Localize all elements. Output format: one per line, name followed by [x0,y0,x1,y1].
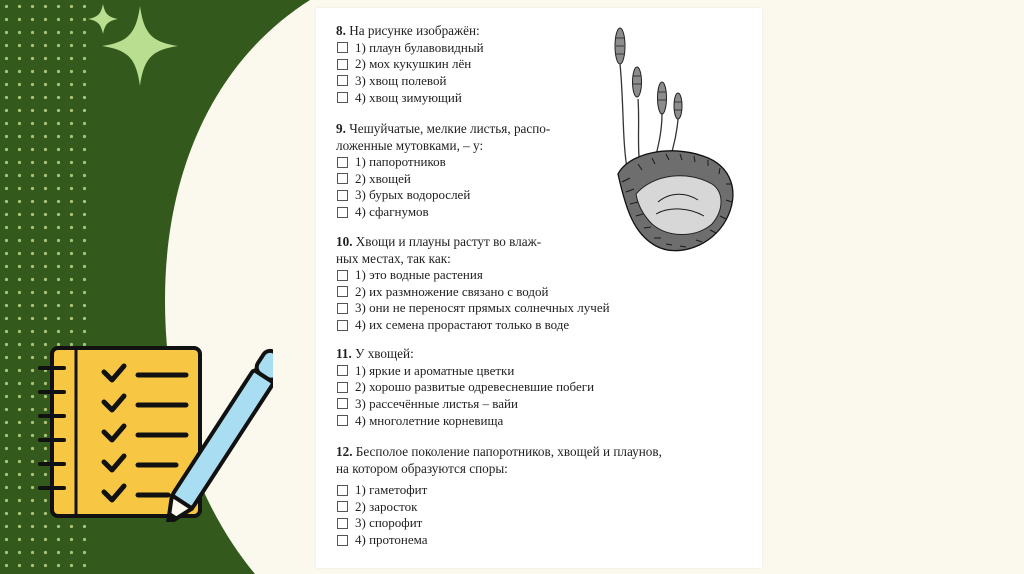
answer-checkbox[interactable] [337,59,348,70]
question-number: 11. [336,346,352,361]
answer-checkbox[interactable] [337,207,348,218]
answer-option [336,317,756,334]
option-label: 1) папоротников [355,154,446,170]
option-label: 3) спорофит [355,515,423,531]
answer-checkbox[interactable] [337,501,348,512]
answer-option [336,482,756,499]
option-label: 1) плаун булавовидный [355,39,484,55]
answer-checkbox[interactable] [337,415,348,426]
answer-option [336,396,756,413]
option-label: 3) рассечённые листья – вайи [355,395,518,411]
option-label: 2) их размножение связано с водой [355,283,549,299]
answer-option [336,499,756,516]
answer-checkbox[interactable] [337,398,348,409]
option-label: 1) гаметофит [355,482,428,498]
option-label: 3) хвощ полевой [355,72,447,88]
option-label: 2) мох кукушкин лён [355,56,472,72]
answer-option [336,363,756,380]
option-label: 2) хвощей [355,170,411,186]
question-text: У хвощей: [355,346,414,361]
question-text: На рисунке изображён: [349,23,480,38]
option-label: 2) хорошо развитые одревесневшие побеги [355,379,595,395]
answer-checkbox[interactable] [337,485,348,496]
quiz-page [316,8,762,568]
answer-option [336,267,756,284]
question-text: на котором образуются споры: [336,460,508,476]
option-label: 4) сфагнумов [355,204,429,220]
answer-option [336,412,756,429]
answer-checkbox[interactable] [337,365,348,376]
answer-option [336,515,756,532]
option-label: 4) протонема [355,532,428,548]
answer-option [336,284,756,301]
answer-checkbox[interactable] [337,518,348,529]
option-label: 1) яркие и ароматные цветки [355,362,515,378]
question-number: 8. [336,23,346,38]
question-text: Чешуйчатые, мелкие листья, распо- [349,121,551,136]
answer-checkbox[interactable] [337,303,348,314]
option-label: 4) их семена прорастают только в воде [355,317,570,333]
option-label: 1) это водные растения [355,267,483,283]
checklist-notebook-icon [38,342,273,522]
answer-checkbox[interactable] [337,75,348,86]
question-number: 10. [336,234,353,249]
answer-checkbox[interactable] [337,157,348,168]
option-label: 3) они не переносят прямых солнечных лучей [355,300,610,316]
question-12 [336,444,756,548]
question-number: 9. [336,121,346,136]
option-label: 4) хвощ зимующий [355,89,462,105]
answer-checkbox[interactable] [337,92,348,103]
question-text: ложенные мутовками, – у: [336,137,484,153]
answer-option [336,300,756,317]
answer-checkbox[interactable] [337,42,348,53]
question-number: 12. [336,444,353,459]
answer-option [336,379,756,396]
answer-checkbox[interactable] [337,270,348,281]
option-label: 3) бурых водорослей [355,187,471,203]
question-text: Бесполое поколение папоротников, хвощей и плаунов, [355,444,662,459]
horsetail-plant-illustration [608,24,748,264]
answer-checkbox[interactable] [337,382,348,393]
option-label: 4) многолетние корневища [355,412,504,428]
answer-checkbox[interactable] [337,190,348,201]
answer-checkbox[interactable] [337,173,348,184]
answer-checkbox[interactable] [337,286,348,297]
answer-option [336,532,756,549]
answer-checkbox[interactable] [337,320,348,331]
question-text: ных местах, так как: [336,250,451,266]
option-label: 2) заросток [355,498,418,514]
answer-checkbox[interactable] [337,535,348,546]
question-text: Хвощи и плауны растут во влаж- [355,234,542,249]
question-11 [336,346,756,429]
